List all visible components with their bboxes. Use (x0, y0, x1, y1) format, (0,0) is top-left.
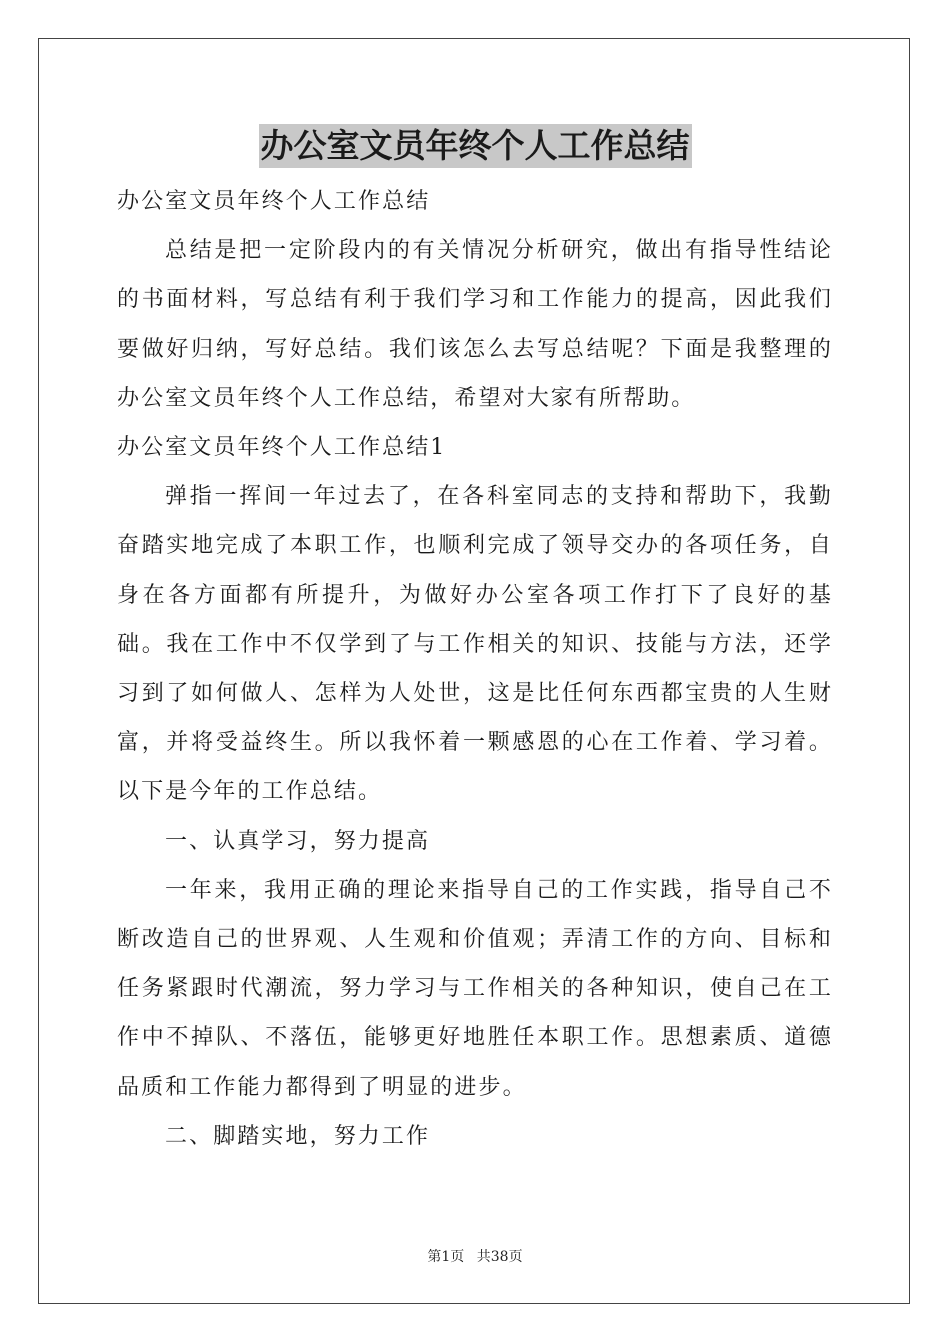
section-heading: 办公室文员年终个人工作总结1 (117, 435, 447, 461)
subsection-heading: 二、脚踏实地，努力工作 (165, 1123, 431, 1149)
document-title: 办公室文员年终个人工作总结 (259, 124, 692, 168)
title-container (0, 124, 950, 168)
document-body (117, 177, 833, 1161)
page-number: 第1页 (427, 1249, 465, 1265)
subsection-heading: 一、认真学习，努力提高 (165, 828, 431, 854)
subtitle-paragraph: 办公室文员年终个人工作总结 (117, 189, 431, 214)
body-paragraph: 弹指一挥间一年过去了，在各科室同志的支持和帮助下，我勤奋踏实地完成了本职工作，也顺利完成了领导交办的各项任务，自身在各方面都有所提升，为做好办公室各项工作打下了良好的基础。我在工作中不仅学到了与工作相关的知识、技能与方法，还学习到了如何做人、怎样为人处世，这是比任何东西都宝贵的人生财富，并将受益终生。所以我怀着一颗感恩的心在工作着、学习着。以下是今年的工作总结。 (117, 484, 833, 805)
intro-paragraph: 总结是把一定阶段内的有关情况分析研究，做出有指导性结论的书面材料，写总结有利于我们学习和工作能力的提高，因此我们要做好归纳，写好总结。我们该怎么去写总结呢？下面是我整理的办公室文员年终个人工作总结，希望对大家有所帮助。 (117, 238, 833, 411)
page-footer (0, 1246, 950, 1266)
total-pages: 共38页 (476, 1249, 523, 1265)
body-paragraph: 一年来，我用正确的理论来指导自己的工作实践，指导自己不断改造自己的世界观、人生观和价值观；弄清工作的方向、目标和任务紧跟时代潮流，努力学习与工作相关的各种知识，使自己在工作中不掉队、不落伍，能够更好地胜任本职工作。思想素质、道德品质和工作能力都得到了明显的进步。 (117, 877, 833, 1100)
